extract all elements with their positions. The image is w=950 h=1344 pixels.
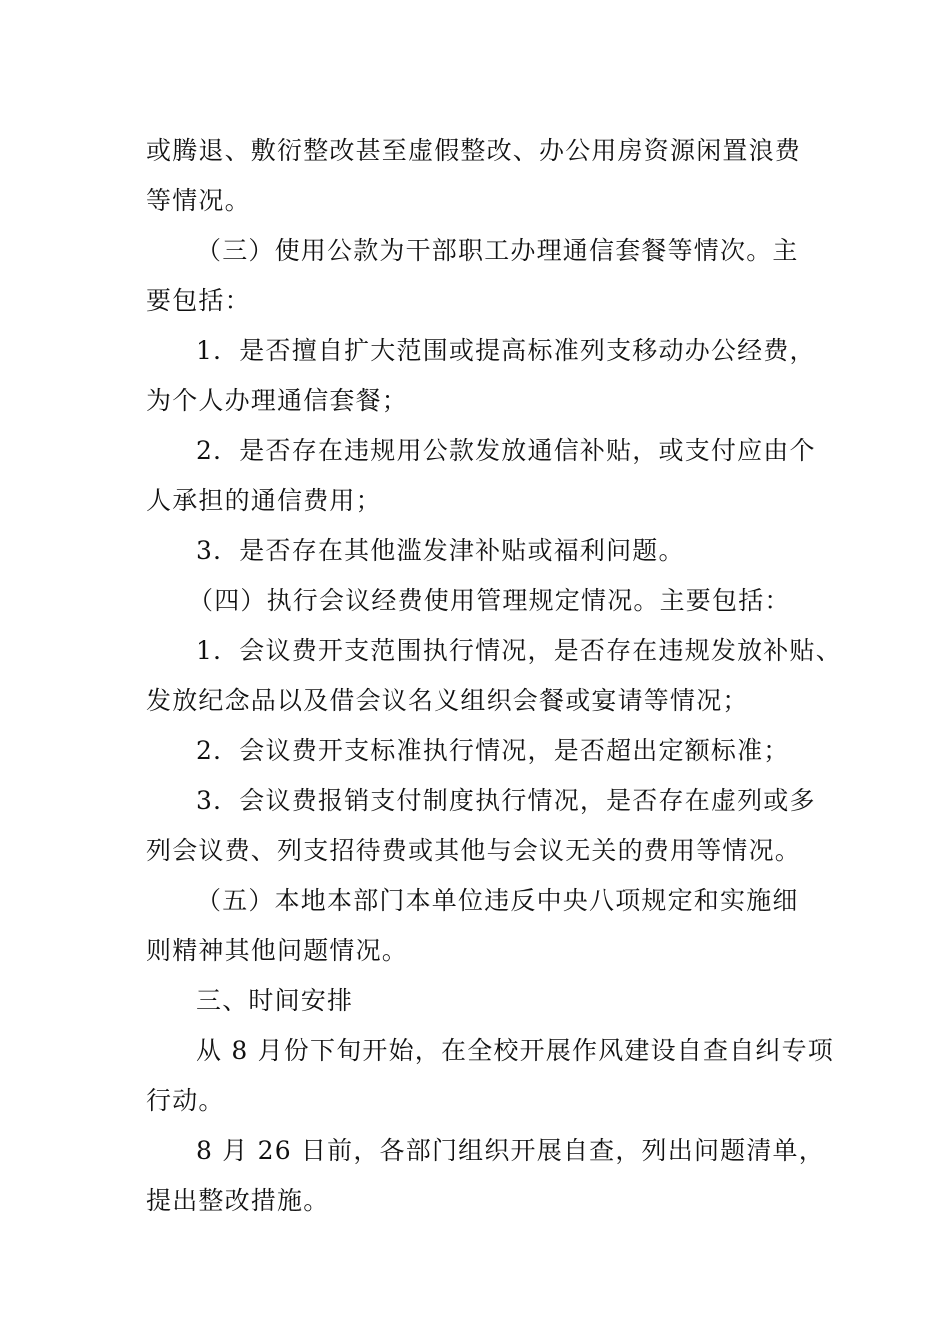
body-line: 或腾退、敷衍整改甚至虚假整改、办公用房资源闲置浪费 bbox=[146, 136, 802, 165]
paragraph-line: 8 月 26 日前，各部门组织开展自查，列出问题清单， bbox=[196, 1136, 825, 1165]
list-item: 3．是否存在其他滥发津补贴或福利问题。 bbox=[196, 536, 685, 565]
document-body bbox=[146, 126, 842, 1226]
section-title: 三、时间安排 bbox=[196, 986, 354, 1015]
list-item: 2．是否存在违规用公款发放通信补贴，或支付应由个 bbox=[196, 436, 816, 465]
section-heading: （五）本地本部门本单位违反中央八项规定和实施细 bbox=[196, 886, 799, 915]
list-item: 1．会议费开支范围执行情况，是否存在违规发放补贴、 bbox=[196, 636, 842, 665]
section-heading: （四）执行会议经费使用管理规定情况。主要包括： bbox=[188, 586, 791, 615]
body-line: 要包括： bbox=[146, 286, 251, 315]
body-line: 则精神其他问题情况。 bbox=[146, 936, 409, 965]
body-line: 提出整改措施。 bbox=[146, 1186, 330, 1215]
body-line: 列会议费、列支招待费或其他与会议无关的费用等情况。 bbox=[146, 836, 802, 865]
section-heading: （三）使用公款为干部职工办理通信套餐等情次。主 bbox=[196, 236, 799, 265]
body-line: 行动。 bbox=[146, 1086, 225, 1115]
body-line: 为个人办理通信套餐； bbox=[146, 386, 409, 415]
body-line: 等情况。 bbox=[146, 186, 251, 215]
body-line: 发放纪念品以及借会议名义组织会餐或宴请等情况； bbox=[146, 686, 749, 715]
list-item: 1．是否擅自扩大范围或提高标准列支移动办公经费， bbox=[196, 336, 816, 365]
body-line: 人承担的通信费用； bbox=[146, 486, 382, 515]
list-item: 3．会议费报销支付制度执行情况，是否存在虚列或多 bbox=[196, 786, 816, 815]
paragraph-line: 从 8 月份下旬开始，在全校开展作风建设自查自纠专项 bbox=[196, 1036, 835, 1065]
list-item: 2．会议费开支标准执行情况，是否超出定额标准； bbox=[196, 736, 790, 765]
